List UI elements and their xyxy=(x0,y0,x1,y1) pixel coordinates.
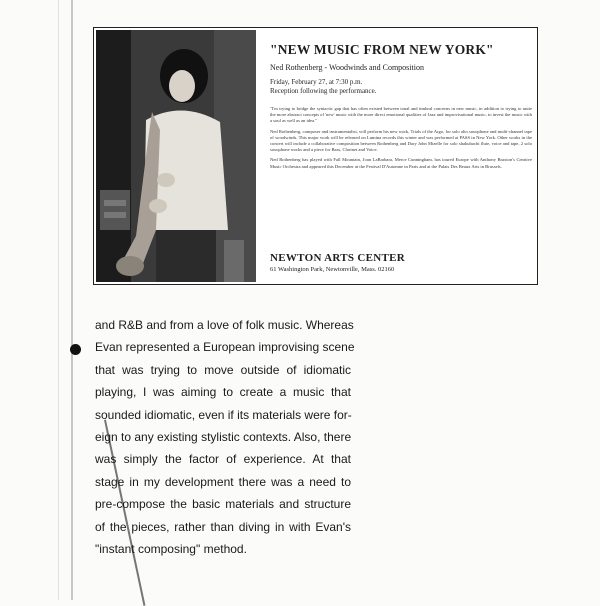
text-line: "instant composing" method. xyxy=(95,542,247,557)
text-line: sounded idiomatic, even if its materials were for- xyxy=(95,407,352,422)
venue-name: NEWTON ARTS CENTER xyxy=(270,252,406,264)
text-line: stage in my development there was a need to xyxy=(95,474,351,489)
venue-block xyxy=(270,252,405,274)
saxophonist-photo-illustration xyxy=(96,30,256,282)
text-line: that was trying to move outside of idiomatic xyxy=(95,362,351,377)
scan-artifact-line xyxy=(58,0,59,600)
flyer-quote: "I'm trying to bridge the syntactic gap that has often existed between tonal and timbral concerns in new music, in addition to trying to unite the more abstract concepts of 'new' music with the more direct emotional qualities of Jazz and improvisational music, to invest the music with a soul as well as an idea." xyxy=(270,106,532,124)
punch-hole xyxy=(70,344,81,355)
flyer-reception: Reception following the performance. xyxy=(270,87,377,95)
flyer-paragraph: Ned Rothenberg has played with Fall Mountain, Joan LaBarbara, Merce Cunningham, has toured Europe with Anthony Braxton's Creative Music Orchestra and appeared this December at the Festival D'Automne in Paris and at the Palais Des Beaux Arts in Brussels. xyxy=(270,157,532,169)
flyer-title: "NEW MUSIC FROM NEW YORK" xyxy=(270,42,494,57)
text-line: was simply the factor of experience. At that xyxy=(95,452,351,467)
concert-flyer xyxy=(93,27,538,285)
flyer-date: Friday, February 27, at 7:30 p.m. xyxy=(270,78,363,86)
text-line: playing, I was aiming to create a music that xyxy=(95,385,351,400)
text-line: pre-compose the basic materials and structure xyxy=(95,497,351,512)
body-text xyxy=(95,314,355,560)
text-line: and R&B and from a love of folk music. Whereas xyxy=(95,318,354,332)
text-line: eign to any existing stylistic contexts. Also, there xyxy=(95,430,352,445)
venue-address: 61 Washington Park, Newtonville, Mass. 02160 xyxy=(270,266,395,273)
flyer-paragraph: Ned Rothenberg, composer and instrumentalist, will perform his new work, Trials of the Argo, for solo alto saxophone and multi-channel tape of woodwinds. This major work will be released on Lumina records this winter and was performed at PASS in New York. Other works in the concert will include a collaborative composition between Rothenberg and Dary John Mizelle for solo shakuhachi flute, voice and tape, 2 solo saxophone works and a piece for Bass, Clarinet and Voice. xyxy=(270,128,532,153)
text-line: of the pieces, rather than diving in with Evan's xyxy=(95,519,351,534)
scan-artifact-line xyxy=(71,0,73,600)
flyer-text-block xyxy=(270,42,532,174)
text-line: Evan represented a European improvising scene xyxy=(95,340,355,355)
musician-photo xyxy=(96,30,256,282)
flyer-subtitle: Ned Rothenberg - Woodwinds and Composition xyxy=(270,63,424,72)
